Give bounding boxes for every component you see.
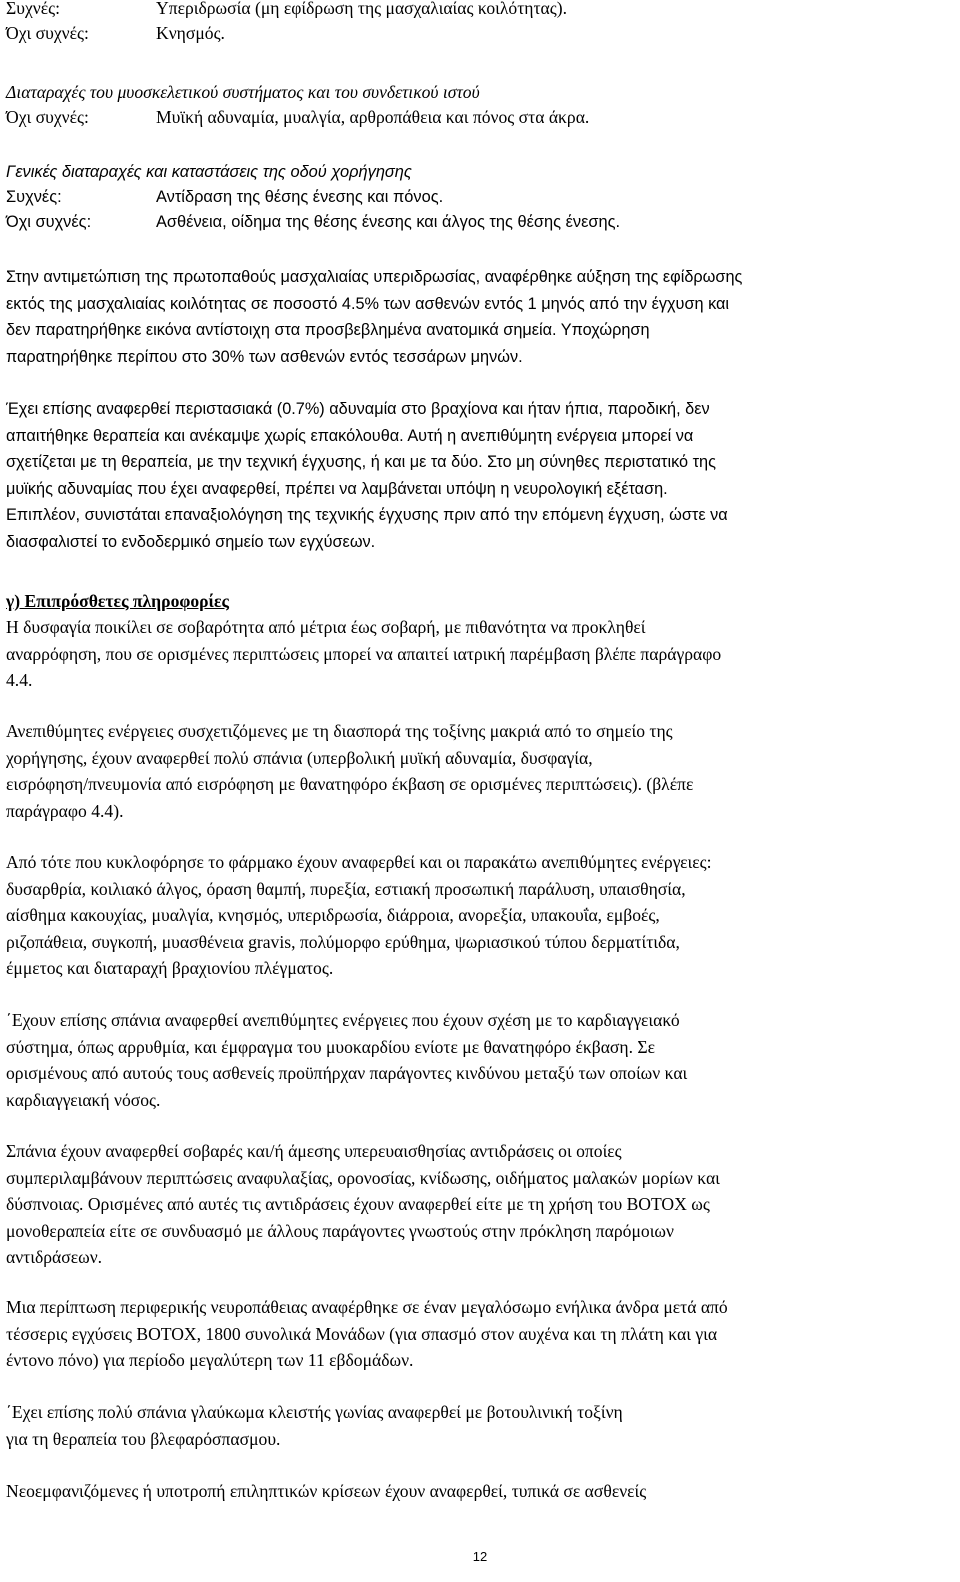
frequency-value: Υπεριδρωσία (μη εφίδρωση της μασχαλιαίας κοιλότητας). bbox=[156, 0, 567, 18]
frequency-value: Ασθένεια, οίδημα της θέσης ένεσης και άλγος της θέσης ένεσης. bbox=[156, 213, 621, 231]
text-line: Νεοεμφανιζόμενες ή υποτροπή επιληπτικών κρίσεων έχουν αναφερθεί, τυπικά σε ασθενείς bbox=[6, 1481, 647, 1501]
text-line: Έχει επίσης αναφερθεί περιστασιακά (0.7%) αδυναμία στο βραχίονα και ήταν ήπια, παροδική, δεν bbox=[6, 400, 710, 418]
section-heading-general: Γενικές διαταραχές και καταστάσεις της οδού χορήγησης bbox=[6, 163, 412, 181]
text-line: αναρρόφηση, που σε ορισμένες περιπτώσεις μπορεί να απαιτεί ιατρική παρέμβαση βλέπε παράγραφο bbox=[6, 643, 722, 664]
text-line: χορήγησης, έχουν αναφερθεί πολύ σπάνια (υπερβολική μυϊκή αδυναμία, δυσφαγία, bbox=[6, 747, 593, 768]
text-line: έντονο πόνο) για περίοδο μεγαλύτερη των 11 εβδομάδων. bbox=[6, 1350, 414, 1371]
frequency-label: Όχι συχνές: bbox=[6, 213, 92, 231]
text-line: διασφαλιστεί το ενδοδερμικό σημείο των εγχύσεων. bbox=[6, 532, 376, 551]
text-line: Σπάνια έχουν αναφερθεί σοβαρές και/ή άμεσης υπερευαισθησίας αντιδράσεις οι οποίες bbox=[6, 1141, 622, 1161]
paragraph-toxin-spread bbox=[6, 718, 693, 824]
musculoskeletal-uncommon-row bbox=[6, 105, 589, 130]
frequency-value: Μυϊκή αδυναμία, μυαλγία, αρθροπάθεια και πόνος στα άκρα. bbox=[156, 107, 590, 127]
paragraph-glaucoma bbox=[6, 1399, 623, 1452]
text-line: Ανεπιθύμητες ενέργειες συσχετιζόμενες με τη διασπορά της τοξίνης μακριά από το σημείο της bbox=[6, 721, 673, 741]
text-line: ΄Εχει επίσης πολύ σπάνια γλαύκωμα κλειστής γωνίας αναφερθεί με βοτουλινική τοξίνη bbox=[6, 1402, 623, 1422]
frequency-label: Όχι συχνές: bbox=[6, 107, 89, 127]
frequency-value: Κνησμός. bbox=[156, 23, 225, 43]
text-line: έμμετος και διαταραχή βραχιονίου πλέγματος. bbox=[6, 958, 334, 979]
text-line: απαιτήθηκε θεραπεία και ανέκαμψε χωρίς επακόλουθα. Αυτή η ανεπιθύμητη ενέργεια μπορεί να bbox=[6, 426, 694, 445]
text-line: τέσσερις εγχύσεις BOTOX, 1800 συνολικά Μονάδων (για σπασμό στον αυχένα και τη πλάτη και για bbox=[6, 1323, 718, 1344]
text-line: δυσαρθρία, κοιλιακό άλγος, όραση θαμπή, πυρεξία, εστιακή προσωπική παράλυση, υπαισθησία, bbox=[6, 878, 686, 899]
text-line: παρατηρήθηκε περίπου στο 30% των ασθενών εντός τεσσάρων μηνών. bbox=[6, 347, 523, 366]
text-line: 4.4. bbox=[6, 670, 33, 691]
text-line: δύσπνοιας. Ορισμένες από αυτές τις αντιδράσεις έχουν αναφερθεί είτε με τη χρήση του BOTOX ως bbox=[6, 1194, 710, 1215]
text-line: Από τότε που κυκλοφόρησε το φάρμακο έχουν αναφερθεί και οι παρακάτω ανεπιθύμητες ενέργειες: bbox=[6, 852, 712, 872]
text-line: εκτός της μασχαλιαίας κοιλότητας σε ποσοστό 4.5% των ασθενών εντός 1 μηνός από την έγχυση και bbox=[6, 294, 730, 313]
frequency-label: Συχνές: bbox=[6, 0, 60, 18]
paragraph-neuropathy bbox=[6, 1294, 728, 1374]
frequency-label: Όχι συχνές: bbox=[6, 23, 89, 43]
paragraph-hypersensitivity bbox=[6, 1138, 720, 1271]
text-line: συμπεριλαμβάνουν περιπτώσεις αναφυλαξίας, ορονοσίας, κνίδωσης, οιδήματος μαλακών μορίων και bbox=[6, 1167, 720, 1188]
text-line: Μια περίπτωση περιφερικής νευροπάθειας αναφέρθηκε σε έναν μεγαλόσωμο ενήλικα άνδρα μετά από bbox=[6, 1297, 728, 1317]
frequency-value: Αντίδραση της θέσης ένεσης και πόνος. bbox=[156, 188, 444, 206]
text-line: ριζοπάθεια, συγκοπή, μυασθένεια gravis, πολύμορφο ερύθημα, ψωριασικού τύπου δερματίτιδα, bbox=[6, 931, 680, 952]
text-line: για τη θεραπεία του βλεφαρόσπασμου. bbox=[6, 1428, 281, 1449]
section-heading-musculoskeletal: Διαταραχές του μυοσκελετικού συστήματος και του συνδετικού ιστού bbox=[6, 82, 480, 102]
text-line: μονοθεραπεία είτε σε συνδυασμό με άλλους παράγοντες γνωστούς στην πρόκληση παρόμοιων bbox=[6, 1220, 674, 1241]
paragraph-seizures bbox=[6, 1478, 646, 1505]
text-line: ορισμένους από αυτούς τους ασθενείς προϋπήρχαν παράγοντες κινδύνου μεταξύ των οποίων και bbox=[6, 1063, 688, 1084]
text-line: αντιδράσεων. bbox=[6, 1247, 103, 1268]
text-line: σύστημα, όπως αρρυθμία, και έμφραγμα του μυοκαρδίου ενίοτε με θανατηφόρο έκβαση. Σε bbox=[6, 1036, 656, 1057]
text-line: αίσθημα κακουχίας, μυαλγία, κνησμός, υπεριδρωσία, διάρροια, ανορεξία, υπακουΐα, εμβοές, bbox=[6, 905, 660, 926]
page-number: 12 bbox=[472, 1549, 488, 1564]
skin-common-row bbox=[6, 0, 567, 21]
text-line: Επιπλέον, συνιστάται επαναξιολόγηση της τεχνικής έγχυσης πριν από την επόμενη έγχυση, ώστε να bbox=[6, 506, 728, 525]
text-line: παράγραφο 4.4). bbox=[6, 800, 124, 821]
section-heading-additional-info: γ) Επιπρόσθετες πληροφορίες bbox=[6, 591, 229, 611]
text-line: ΄Εχουν επίσης σπάνια αναφερθεί ανεπιθύμητες ενέργειες που έχουν σχέση με το καρδιαγγειακό bbox=[6, 1010, 680, 1030]
paragraph-postmarketing bbox=[6, 849, 712, 982]
text-line: Στην αντιμετώπιση της πρωτοπαθούς μασχαλιαίας υπεριδρωσίας, αναφέρθηκε αύξηση της εφίδρωσης bbox=[6, 268, 743, 286]
paragraph-arm-weakness bbox=[6, 396, 728, 556]
general-common-row bbox=[6, 185, 443, 210]
text-line: σχετίζεται με τη θεραπεία, με την τεχνική έγχυσης, ή και με τα δύο. Στο μη σύνηθες περιστατικό της bbox=[6, 453, 716, 472]
text-line: εισρόφηση/πνευμονία από εισρόφηση με θανατηφόρο έκβαση σε ορισμένες περιπτώσεις). (βλέπε bbox=[6, 774, 694, 795]
text-line: καρδιαγγειακή νόσος. bbox=[6, 1089, 161, 1110]
text-line: δεν παρατηρήθηκε εικόνα αντίστοιχη στα προσβεβλημένα ανατομικά σημεία. Υποχώρηση bbox=[6, 321, 650, 340]
text-line: μυϊκής αδυναμίας που έχει αναφερθεί, πρέπει να λαμβάνεται υπόψη η νευρολογική εξέταση. bbox=[6, 479, 668, 498]
paragraph-hyperhidrosis bbox=[6, 264, 742, 370]
paragraph-dysphagia bbox=[6, 614, 721, 694]
frequency-label: Συχνές: bbox=[6, 188, 62, 206]
skin-uncommon-row bbox=[6, 21, 225, 46]
text-line: Η δυσφαγία ποικίλει σε σοβαρότητα από μέτρια έως σοβαρή, με πιθανότητα να προκληθεί bbox=[6, 617, 646, 637]
paragraph-cardiovascular bbox=[6, 1007, 687, 1113]
general-uncommon-row bbox=[6, 210, 620, 235]
